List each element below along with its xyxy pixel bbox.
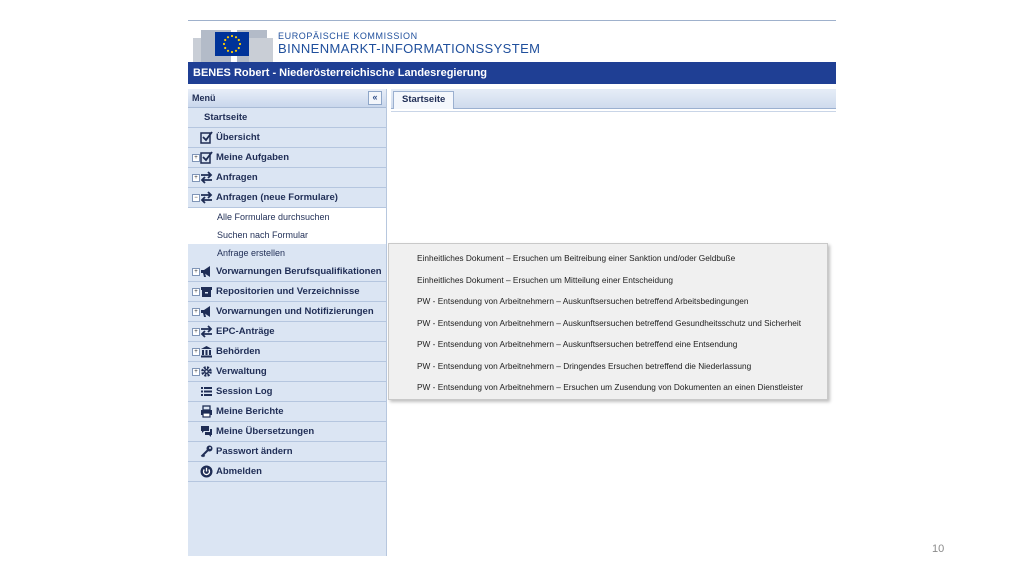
sidebar-item-label: Meine Übersetzungen bbox=[216, 426, 315, 437]
slide-page-number: 10 bbox=[932, 543, 945, 555]
system-name: BINNENMARKT-INFORMATIONSSYSTEM bbox=[278, 41, 541, 56]
sidebar-item-meine-berichte[interactable] bbox=[188, 402, 386, 422]
chat-bubbles-icon bbox=[200, 425, 213, 438]
expand-toggle[interactable]: + bbox=[192, 348, 200, 356]
power-icon bbox=[200, 465, 213, 478]
megaphone-icon bbox=[200, 305, 213, 318]
sidebar-subitem-alle-formulare[interactable]: Alle Formulare durchsuchen bbox=[188, 208, 386, 226]
sidebar-item-behoerden[interactable] bbox=[188, 342, 386, 362]
exchange-arrows-icon bbox=[200, 325, 213, 338]
commission-name: EUROPÄISCHE KOMMISSION bbox=[278, 31, 418, 41]
sidebar-item-meine-uebersetzungen[interactable] bbox=[188, 422, 386, 442]
dropdown-option[interactable]: PW - Entsendung von Arbeitnehmern – Auskunftsersuchen betreffend eine Entsendung bbox=[417, 339, 738, 349]
form-selection-dropdown bbox=[388, 243, 828, 400]
sidebar-item-abmelden[interactable] bbox=[188, 462, 386, 482]
collapse-toggle[interactable]: − bbox=[192, 194, 200, 202]
expand-toggle[interactable]: + bbox=[192, 328, 200, 336]
gear-icon bbox=[200, 365, 213, 378]
sidebar-item-vorwarnungen-berufsqualifikationen[interactable] bbox=[188, 262, 386, 282]
collapse-menu-button[interactable]: « bbox=[368, 91, 382, 105]
exchange-arrows-icon bbox=[200, 171, 213, 184]
sidebar-item-anfragen[interactable] bbox=[188, 168, 386, 188]
sidebar-item-passwort-aendern[interactable] bbox=[188, 442, 386, 462]
tab-startseite[interactable]: Startseite bbox=[393, 91, 454, 109]
expand-toggle[interactable]: + bbox=[192, 174, 200, 182]
sidebar-item-startseite[interactable] bbox=[188, 108, 386, 128]
sidebar-subitem-suchen-nach-formular[interactable]: Suchen nach Formular bbox=[188, 226, 386, 244]
sidebar-item-label: Meine Aufgaben bbox=[216, 152, 290, 163]
sidebar-item-label: Vorwarnungen und Notifizierungen bbox=[216, 306, 374, 317]
sidebar-item-session-log[interactable] bbox=[188, 382, 386, 402]
sidebar-item-repositorien[interactable] bbox=[188, 282, 386, 302]
printer-icon bbox=[200, 405, 213, 418]
sidebar-subitem-anfrage-erstellen[interactable]: Anfrage erstellen bbox=[188, 244, 386, 262]
eu-commission-logo bbox=[193, 24, 273, 62]
sidebar-item-label: Übersicht bbox=[216, 132, 260, 143]
sidebar-item-meine-aufgaben[interactable] bbox=[188, 148, 386, 168]
list-icon bbox=[200, 385, 213, 398]
expand-toggle[interactable]: + bbox=[192, 288, 200, 296]
sidebar-item-label: Session Log bbox=[216, 386, 273, 397]
sidebar-item-label: Vorwarnungen Berufsqualifikationen bbox=[216, 266, 382, 277]
sidebar-item-verwaltung[interactable] bbox=[188, 362, 386, 382]
sidebar-item-label: Verwaltung bbox=[216, 366, 267, 377]
sidebar-item-label: Startseite bbox=[204, 112, 248, 123]
sidebar-menu bbox=[188, 89, 387, 556]
user-bar: BENES Robert - Niederösterreichische Landesregierung bbox=[188, 62, 836, 84]
sidebar-item-label: EPC-Anträge bbox=[216, 326, 275, 337]
content-divider bbox=[391, 111, 836, 112]
dropdown-option[interactable]: PW - Entsendung von Arbeitnehmern – Auskunftsersuchen betreffend Gesundheitsschutz und Sicherheit bbox=[417, 317, 802, 328]
dropdown-option[interactable]: Einheitliches Dokument – Ersuchen um Beitreibung einer Sanktion und/oder Geldbuße bbox=[417, 253, 736, 263]
sidebar-item-label: Behörden bbox=[216, 346, 261, 357]
key-icon bbox=[200, 445, 213, 458]
sidebar-item-label: Passwort ändern bbox=[216, 446, 293, 457]
sidebar-item-anfragen-neue-formulare[interactable] bbox=[188, 188, 386, 208]
sidebar-item-label: Anfragen bbox=[216, 172, 258, 183]
sidebar-item-epc-antraege[interactable] bbox=[188, 322, 386, 342]
megaphone-icon bbox=[200, 265, 213, 278]
checklist-icon bbox=[200, 131, 213, 144]
exchange-arrows-icon bbox=[200, 191, 213, 204]
building-icon bbox=[200, 345, 213, 358]
header bbox=[188, 21, 836, 62]
expand-toggle[interactable]: + bbox=[192, 268, 200, 276]
archive-box-icon bbox=[200, 285, 213, 298]
dropdown-option[interactable]: PW - Entsendung von Arbeitnehmern – Ersuchen um Zusendung von Dokumenten an einen Dienstleister bbox=[417, 382, 804, 392]
dropdown-option[interactable]: Einheitliches Dokument – Ersuchen um Mitteilung einer Entscheidung bbox=[417, 274, 673, 285]
sidebar-item-vorwarnungen-notifizierungen[interactable] bbox=[188, 302, 386, 322]
sidebar-item-uebersicht[interactable] bbox=[188, 128, 386, 148]
menu-title: Menü bbox=[192, 93, 216, 103]
sidebar-item-label: Abmelden bbox=[216, 466, 262, 477]
sidebar-item-label: Meine Berichte bbox=[216, 406, 284, 417]
checklist-icon bbox=[200, 151, 213, 164]
tab-strip bbox=[391, 89, 836, 109]
expand-toggle[interactable]: + bbox=[192, 154, 200, 162]
menu-header bbox=[188, 89, 386, 108]
dropdown-option[interactable]: PW - Entsendung von Arbeitnehmern – Auskunftsersuchen betreffend Arbeitsbedingungen bbox=[417, 296, 749, 306]
sidebar-item-label: Repositorien und Verzeichnisse bbox=[216, 286, 360, 297]
sidebar-item-label: Anfragen (neue Formulare) bbox=[216, 192, 338, 203]
dropdown-option[interactable]: PW - Entsendung von Arbeitnehmern – Dringendes Ersuchen betreffend die Niederlassung bbox=[417, 360, 752, 371]
expand-toggle[interactable]: + bbox=[192, 368, 200, 376]
expand-toggle[interactable]: + bbox=[192, 308, 200, 316]
